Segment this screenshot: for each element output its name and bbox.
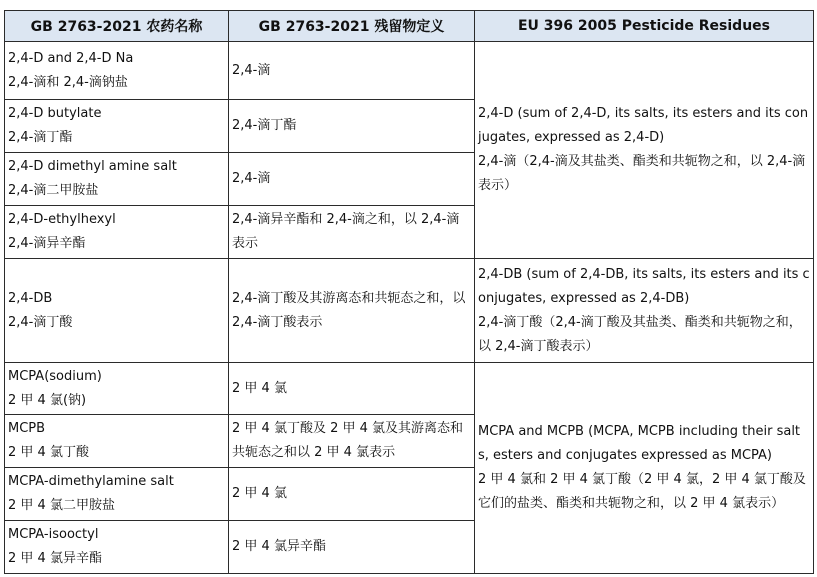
pesticide-residue-table [4, 10, 814, 574]
pesticide-name-en: 2,4-D-ethylhexyl [8, 212, 116, 227]
pesticide-name-cn: 2,4-滴和 2,4-滴钠盐 [8, 74, 128, 90]
pesticide-name-en: MCPB [8, 421, 46, 436]
pesticide-name-en: 2,4-DB [8, 290, 53, 306]
pesticide-name-cn: 2 甲 4 氯丁酸 [8, 445, 89, 460]
pesticide-name-en: MCPA-dimethylamine salt [8, 474, 174, 489]
eu-residue-en: 2,4-D (sum of 2,4-D, its salts, its esters and its conjugates, expressed as 2,4-D) [478, 106, 809, 145]
table-row [5, 259, 814, 363]
pesticide-name-cell [5, 206, 229, 259]
table-wrapper [4, 10, 814, 574]
header-gb-residue-definition: GB 2763-2021 残留物定义 [229, 11, 475, 42]
pesticide-name-cn: 2,4-滴丁酸 [8, 314, 73, 330]
pesticide-name-cn: 2 甲 4 氯(钠) [8, 392, 87, 408]
pesticide-name-cn: 2,4-滴二甲胺盐 [8, 183, 99, 198]
pesticide-name-cn: 2 甲 4 氯异辛酯 [8, 551, 102, 566]
residue-definition-cell: 2,4-滴丁酸及其游离态和共轭态之和，以 2,4-滴丁酸表示 [229, 259, 475, 363]
pesticide-name-cell [5, 259, 229, 363]
pesticide-name-en: 2,4-D butylate [8, 106, 102, 121]
header-eu-pesticide-residues: EU 396 2005 Pesticide Residues [475, 11, 814, 42]
pesticide-name-en: 2,4-D dimethyl amine salt [8, 159, 177, 174]
residue-definition-cell: 2 甲 4 氯异辛酯 [229, 521, 475, 574]
eu-residue-group-cell [475, 42, 814, 259]
pesticide-name-en: MCPA(sodium) [8, 368, 102, 384]
pesticide-name-cell [5, 100, 229, 153]
pesticide-name-cell [5, 363, 229, 415]
pesticide-name-en: MCPA-isooctyl [8, 527, 99, 542]
pesticide-name-cn: 2 甲 4 氯二甲胺盐 [8, 498, 115, 513]
residue-definition-cell: 2,4-滴 [229, 153, 475, 206]
pesticide-name-en: 2,4-D and 2,4-D Na [8, 50, 134, 66]
residue-definition-cell: 2,4-滴 [229, 42, 475, 100]
eu-residue-cn: 2,4-滴（2,4-滴及其盐类、酯类和共轭物之和，以 2,4-滴表示） [478, 154, 806, 193]
residue-definition-cell: 2 甲 4 氯 [229, 468, 475, 521]
pesticide-name-cn: 2,4-滴丁酯 [8, 130, 73, 145]
residue-definition-cell: 2 甲 4 氯 [229, 363, 475, 415]
table-row [5, 363, 814, 415]
eu-residue-en: 2,4-DB (sum of 2,4-DB, its salts, its esters and its conjugates, expressed as 2,4-DB) [478, 266, 810, 306]
residue-definition-cell: 2,4-滴丁酯 [229, 100, 475, 153]
eu-residue-group-cell [475, 259, 814, 363]
eu-residue-cn: 2 甲 4 氯和 2 甲 4 氯丁酸（2 甲 4 氯，2 甲 4 氯丁酸及它们的盐类、酯类和共轭物之和，以 2 甲 4 氯表示） [478, 472, 806, 511]
header-gb-pesticide-name: GB 2763-2021 农药名称 [5, 11, 229, 42]
pesticide-name-cell [5, 468, 229, 521]
residue-definition-cell: 2,4-滴异辛酯和 2,4-滴之和，以 2,4-滴表示 [229, 206, 475, 259]
residue-definition-cell: 2 甲 4 氯丁酸及 2 甲 4 氯及其游离态和共轭态之和以 2 甲 4 氯表示 [229, 415, 475, 468]
pesticide-name-cell [5, 415, 229, 468]
eu-residue-group-cell [475, 363, 814, 574]
pesticide-name-cell [5, 42, 229, 100]
header-row [5, 11, 814, 42]
pesticide-name-cell [5, 521, 229, 574]
eu-residue-en: MCPA and MCPB (MCPA, MCPB including their salts, esters and conjugates expressed as MCPA) [478, 424, 801, 463]
table-row [5, 42, 814, 100]
eu-residue-cn: 2,4-滴丁酸（2,4-滴丁酸及其盐类、酯类和共轭物之和，以 2,4-滴丁酸表示） [478, 314, 802, 354]
pesticide-name-cell [5, 153, 229, 206]
pesticide-name-cn: 2,4-滴异辛酯 [8, 236, 86, 251]
